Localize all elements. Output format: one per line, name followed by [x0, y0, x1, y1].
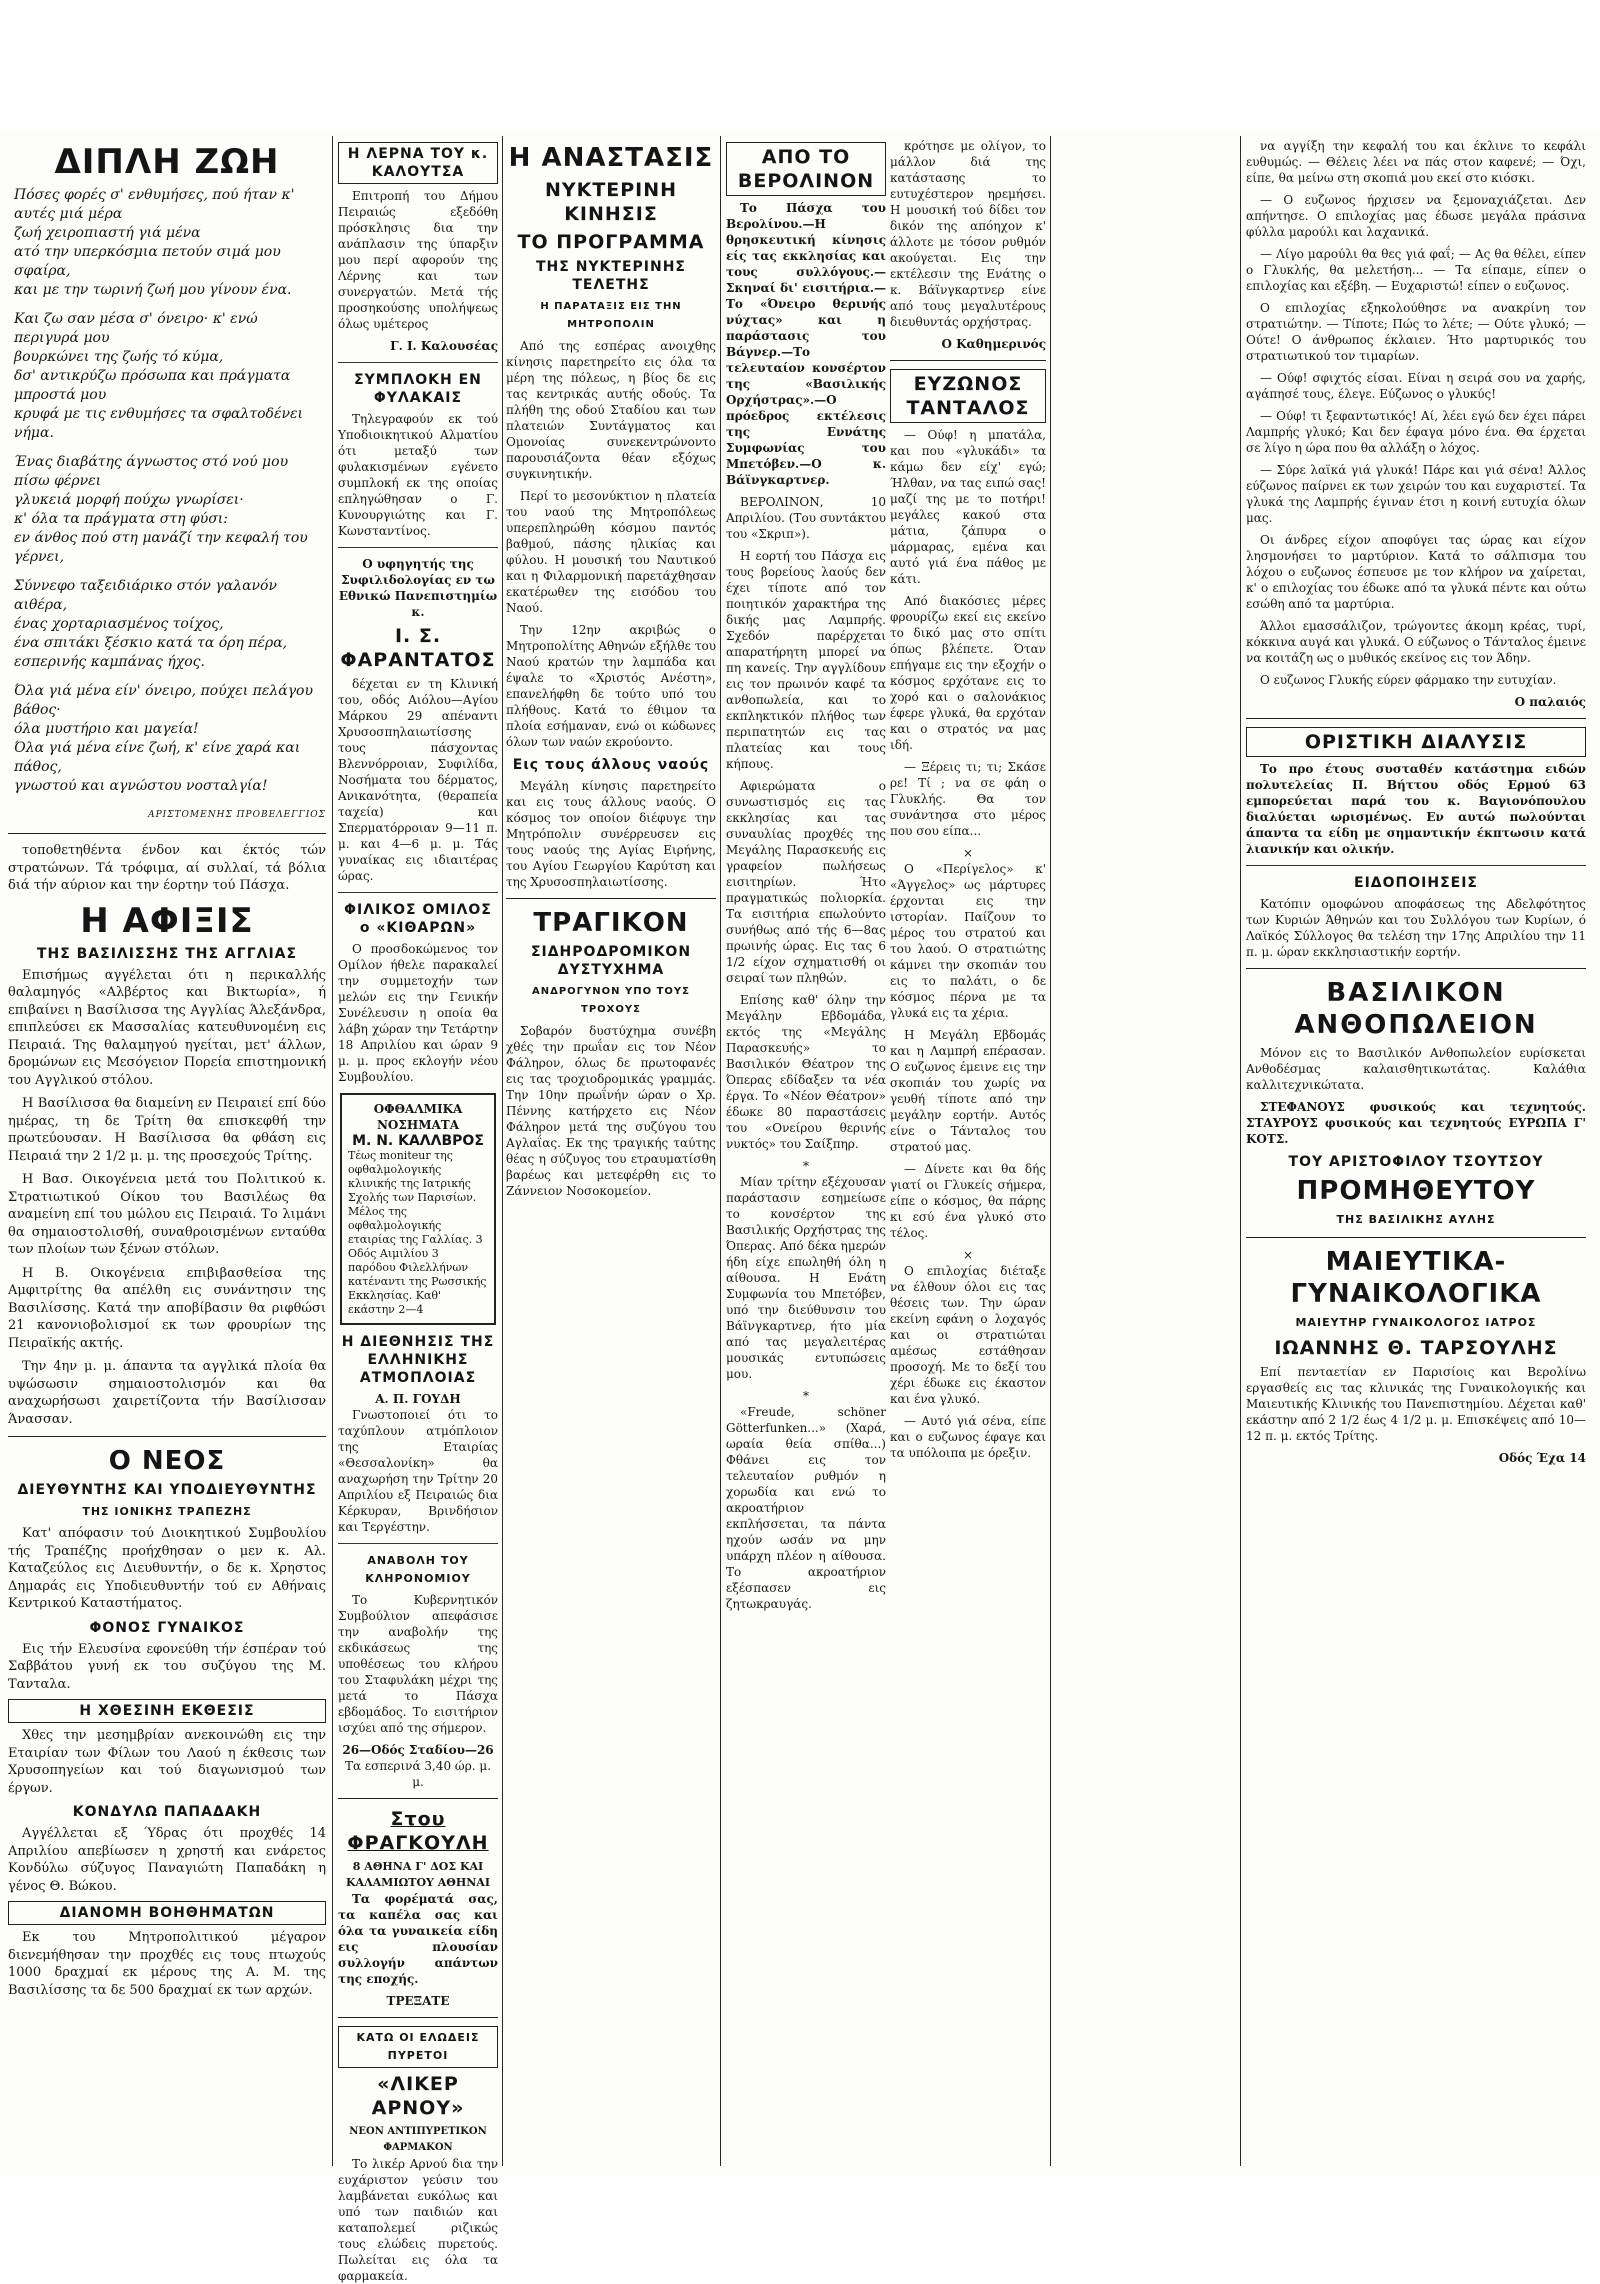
ad-name: Μ. Ν. ΚΑΛΛΒΡΟΣ: [352, 1133, 484, 1149]
article-text: — Ούφ! σφιχτός είσαι. Είναι η σειρά σου να χαρής, αγάπησέ τους, έλεγε. Εύζωνος ο γλυκύς!: [1246, 371, 1586, 401]
section-divider: [1246, 1237, 1586, 1238]
section-subheadline: ΤΗΣ ΙΟΝΙΚΗΣ ΤΡΑΠΕΖΗΣ: [82, 1505, 252, 1518]
article-text: Εκ του Μητροπολιτικού μέγαρον διενεμήθησαν την προχθές εις τους πτωχούς 1000 δραχμαί εκ μέρους της Α. Μ. της Βασιλίσσης τα δε 500 δραχμαί εκ των αρχών.: [8, 1930, 326, 1998]
article-text: Η Βασίλισσα θα διαμείνη εν Πειραιεί επί δύο ημέρας, τη δε Τρίτη θα επισκεφθή την πρωτεύουσαν. Η Βασίλισσα θα φθάση εις Πειραιά την 2 1/2 μ. μ. της προσεχούς Τρίτης.: [8, 1096, 326, 1164]
section-headline: ΔΙΑΝΟΜΗ ΒΟΗΘΗΜΑΤΩΝ: [8, 1901, 326, 1925]
article-text: Από διακόσιες μέρες φρουρίζω εκεί εις εκείνο το δικό μας στο σπίτι όπως βλέπετε. Όταν επήγαμε εις την εξοχήν ο κόσμος ερχότανε εις το χορό και ο σαλονάκιος έφερε γλυκά, θα ερχόταν και ο στρατός να μας ιδή.: [890, 594, 1046, 752]
section-headline: Η ΛΕΡΝΑ ΤΟΥ κ. ΚΑΛΟΥΤΣΑ: [338, 142, 498, 184]
article-text: Εις τήν Ελευσίνα εφονεύθη τήν έσπέραν τού Σαββάτου γυνή εκ του συζύγου της Μ. Τανταλα.: [8, 1641, 326, 1692]
section-headline: ΦΙΛΙΚΟΣ ΟΜΙΛΟΣ ο «ΚΙΘΑΡΩΝ»: [344, 902, 492, 936]
section-divider: [1246, 865, 1586, 866]
ad-title: ΟΦΘΑΛΜΙΚΑ ΝΟΣΗΜΑΤΑ: [373, 1102, 463, 1132]
article-text: Επίσης καθ' όλην την Μεγάλην Εβδομάδα, εκτός της «Μεγάλης Παρασκευής» το Βασιλικόν Θέατρον της Όπερας εδίδαξεν τα νέα έργα. Το «Νέον Θέατρον» έδωκε 80 παραστάσεις του «Ονείρου θερινής νυκτός» του Σαίξπηρ.: [726, 993, 886, 1151]
poem-line: όλα μυστήριο και μαγεία!: [14, 721, 199, 737]
poem-line: κρυφά με τις ενθυμήσες τα σφαλτοδένει νήμα.: [14, 406, 303, 441]
poem-stanza: [14, 577, 326, 672]
article-text: Ο προσδοκώμενος τον Ομίλον ήθελε παρακαλεί την συμμετοχήν των μελών εις την Γενικήν Συνέλευσιν η οποία θα λάβη χώραν την Τετάρτην 18 Απριλίου και ώραν 9 μ. μ. προς εκλογήν νέου Συμβουλίου.: [338, 942, 498, 1084]
section-subheadline: ΤΗΣ ΒΑΣΙΛΙΣΣΗΣ ΤΗΣ ΑΓΓΛΙΑΣ: [36, 945, 298, 962]
poem-line: Σύννεφο ταξειδιάρικο στόν γαλανόν αιθέρα,: [14, 578, 277, 613]
section-headline: Εις τους άλλους ναούς: [512, 757, 710, 773]
article-text: Ο «Περίγελος» κ' «Άγγελος» ως μάρτυρες έρχονται εις την ιστορίαν. Παίζουν το μέρος του στρατού και του λαού. Ο στρατιώτης κάμνει την σκοπιάν του εις το παλάτι, ο δε κόσμος πέρνα με τα γλυκά εις τα χέρια.: [890, 862, 1046, 1020]
shop-ad-address: 8 ΑΘΗΝΑ Γ' ΔΟΣ ΚΑΙ ΚΑΛΑΜΙΩΤΟΥ ΑΘΗΝΑΙ: [346, 1860, 490, 1889]
article-text: τοποθετηθέντα ένδον και έκτός τών στρατώνων. Τά τρόφιμα, αί συλλαί, τά βόλια διά τήν αύριον και την έορτην τού Πάσχα.: [8, 843, 326, 893]
poem-line: ένα σπιτάκι ξέσκιο κατά τα όρη πέρα,: [14, 635, 288, 651]
section-headline: ΑΝΑΒΟΛΗ ΤΟΥ ΚΛΗΡΟΝΟΜΙΟΥ: [365, 1554, 471, 1585]
poem-author: ΑΡΙΣΤΟΜΕΝΗΣ ΠΡΟΒΕΛΕΓΓΙΟΣ: [148, 810, 326, 820]
section-headline: Η ΔΙΕΘΝΗΣΙΣ ΤΗΣ ΕΛΛΗΝΙΚΗΣ ΑΤΜΟΠΛΟΙΑΣ: [341, 1334, 495, 1386]
section-subheadline: ΤΗΣ ΝΥΚΤΕΡΙΝΗΣ ΤΕΛΕΤΗΣ: [536, 259, 686, 293]
article-text: — Δίνετε και θα δής γιατί οι Γλυκείς σήμερα, είπε ο κόσμος, θα πάρης κι εσύ ένα γλυκό στο τέλος.: [890, 1162, 1046, 1240]
article-text: — Ο ευζωνος ήρχισεν να ξεμοναχιάζεται. Δεν απήντησε. Ο επιλοχίας μας έδωσε μεγάλα πράσινα φύλλα μαρούλι και λαχανικά.: [1246, 193, 1586, 239]
doctor-ad-subtitle: ΜΑΙΕΥΤΗΡ ΓΥΝΑΙΚΟΛΟΓΟΣ ΙΑΤΡΟΣ: [1295, 1316, 1537, 1329]
section-divider-star: *: [803, 1159, 809, 1173]
section-divider: [890, 360, 1046, 361]
ad-text: Το λικέρ Αρνού δια την ευχάριστον γεύσιν του λαμβάνεται ευκόλως και υπό των παιδιών και καταπολεμεί ριζικώς τους ελώδεις πυρετούς. Πωλείται εις όλα τα φαρμακεία.: [338, 2157, 498, 2283]
article-text: Άλλοι εμασσάλιζον, τρώγοντες άκομη κρέας, τυρί, κόκκινα αυγά και γλυκά. Ο εύζωνος ο Τάνταλος έμεινε να κοιτάζη ως ο μυθικός εκείνος εις τον Άδην.: [1246, 619, 1586, 665]
article-text: Κατ' απόφασιν τού Διοικητικού Συμβουλίου τής Τραπέζης προήχθησαν ο μεν κ. Αλ. Καταζεύλος εις Διευθυντήν, ο δε κ. Χρηστος Δημαράς εις Υποδιευθυντήν τού εν Αθήναις Κεντρικού Καταστήματος.: [8, 1526, 326, 1611]
article-text: Από της εσπέρας ανοιχθης κίνησις παρετηρείτο εις όλα τα μέρη της πόλεως, η βίος δε εις τας κεντρικάς αυτής οδούς. Τα πλήθη της οδού Σταδίου και των πλατειών Συντάγματος και Ομονοίας συνεκεντρώνοντο παρουσιάζοντα θέαν εξόχως συγκινητικήν.: [506, 339, 716, 481]
ad-subtitle: ΤΟΥ ΑΡΙΣΤΟΦΙΛΟΥ ΤΣΟΥΤΣΟΥ: [1288, 1154, 1544, 1170]
poem-line: δσ' αντικρύζω πρόσωπα και πράγματα μπροστά μου: [14, 368, 291, 403]
eye-doctor-ad: [340, 1093, 496, 1325]
article-text: Ο επιλοχίας εξηκολούθησε να ανακρίνη τον στρατιώτην. — Τίποτε; Πώς το λέτε; — Ούτε γλυκό; — Ούτε! Ο άνθρωπος έκλαιεν. Ήτο μαρτυρικός του στρατιωτικού τον τιμαρίων.: [1246, 301, 1586, 363]
section-divider: [8, 833, 326, 834]
article-text: Επισήμως αγγέλεται ότι η περικαλλής θαλαμηγός «Αλβέρτος και Βικτωρία», ή επιβαίνει η Βασίλισσα της Αγγλίας Άλεξάνδρα, επιπλεύσει εκ Μασσαλίας κατευθυνομένη εις Πειραιά. Της θαλαμηγού ηγείται, μετ' άλλων, δρομώνων εις Μεσόγειον Πορεία επιστημονική του Αγγλικού στόλου.: [8, 967, 326, 1088]
article-lead: Το Πάσχα του Βερολίνου.—Η θρησκευτική κίνησις είς τας εκκλησίας και τους συλλόγους.—Σκηναί δι' εισιτήρια.—Το «Όνειρο θερινής νύχτας» και η παράστασις του Βάγνερ.—Το τελευταίον κονσέρτον της «Βασιλικής Ορχήστρας».—Ο πρόεδρος εκτέλεσις της Εννάτης Συμφωνίας του Μπετόβεν.—Ο κ. Βάϊνγκαρτνερ.: [726, 201, 886, 487]
poem-line: γνωστού και αγνώστου νοσταλγία!: [14, 778, 268, 794]
ad-title: ΠΡΟΜΗΘΕΥΤΟΥ: [1296, 1176, 1536, 1206]
poem-stanza: [14, 453, 326, 567]
article-text: — Σύρε λαϊκά γιά γλυκά! Πάρε και γιά σένα! Άλλος εύζωνος παίρνει εκ των χειρών του και ευχαριστεί. Τα γλυκά της Λαμπρής έγιναν έτσι η κοινή ευτυχία όλων μας.: [1246, 463, 1586, 525]
section-headline: Η ΑΦΙΞΙΣ: [80, 900, 254, 941]
signature: Ο Καθημερινός: [941, 337, 1046, 351]
article-text: κρότησε με ολίγον, το μάλλον διά της κατάστασης το ευτυχέστερον ηρεμήσει. Η μουσική τού δίδει τον δικόν της απόηχον κ' άλλοτε με τόσον ρυθμόν ακούγεται. Εις την εκτέλεσιν της Ενάτης ο κ. Βάϊνγκαρτνερ είνε από τους μεγαλυτέρους διευθυντάς ορχήστρας.: [890, 139, 1046, 329]
poem-stanza: [14, 310, 326, 443]
section-headline: Η ΧΘΕΣΙΝΗ ΕΚΘΕΣΙΣ: [8, 1699, 326, 1723]
section-divider-star: *: [803, 1389, 809, 1403]
section-headline: ΤΡΑΓΙΚΟΝ: [533, 908, 689, 938]
article-text: — Ούφ! η μπατάλα, και που «γλυκάδι» τα κάμω δεν είχ' εγώ; Ήλθαν, να τας ειπώ σας! μαζί της με το ποτήρι! μεγάλες κακού στα μάτια, ζάπυρα ο μάρμαρας, εμένα και αυτό γιά ένα πάθος με κάτι.: [890, 428, 1046, 586]
poem-line: βουρκώνει της ζωής τό κύμα,: [14, 349, 224, 365]
poem-line: Όλα γιά μένα είνε ζωή, κ' είνε χαρά και πάθος,: [14, 740, 301, 775]
poem-stanza: [14, 186, 326, 300]
article-text: Γνωστοποιεί ότι το ταχύπλουν ατμόπλοιον της Εταιρίας «Θεσσαλονίκη» θα αναχωρήση την Τρίτην 20 Απριλίου εξ Πειραιώς δια Κέρκυραν, Βρινδήσιον και Τεργέστην.: [338, 1408, 498, 1534]
section-headline: ΕΙΔΟΠΟΙΗΣΕΙΣ: [1354, 875, 1478, 891]
section-subheadline: Η ΠΑΡΑΤΑΞΙΣ ΕΙΣ ΤΗΝ ΜΗΤΡΟΠΟΛΙΝ: [540, 301, 682, 330]
page-title: ΔΙΠΛΗ ΖΩΗ: [54, 142, 280, 182]
poem-line: Και ζω σαν μέσα σ' όνειρο· κ' ενώ περιγυρά μου: [14, 311, 258, 346]
article-text: Αγγέλλεται εξ Ύδρας ότι προχθές 14 Απριλίου απεβίωσεν η χρηστή και ενάρετος Κονδύλω σύζυγος Παναγιώτη Παπαδάκη η γένος Θ. Βώκου.: [8, 1826, 326, 1894]
ad-text: Επί πενταετίαν εν Παρισίοις και Βερολίνω εργασθείς εις τας κλινικάς της Γυναικολογικής και Μαιευτικής Κλινικής του Πανεπιστημίου. Δέχεται καθ' εκάστην από 2 1/2 έως 4 1/2 μ. μ. Επισκέψεις από 10—12 π. μ. εκτός Τρίτης.: [1246, 1365, 1586, 1443]
ad-text: Μόνον εις το Βασιλικόν Ανθοπωλείον ευρίσκεται Ανθοδέσμας καλαισθητικωτάτας. Καλάθια καλλιτεχνικώτατα.: [1246, 1046, 1586, 1092]
article-text: Η Μεγάλη Εβδομάς και η Λαμπρή επέρασαν. Ο ευζωνος έμεινε εις την σκοπιάν του χωρίς να γευθή τίποτε από την μεγάλην εορτήν. Αυτός είνε ο Τάνταλος του στρατού μας.: [890, 1028, 1046, 1154]
section-divider: [506, 898, 716, 899]
column-rule: [502, 136, 503, 2166]
section-divider: [338, 362, 498, 363]
flower-shop-title: ΒΑΣΙΛΙΚΟΝ ΑΝΘΟΠΩΛΕΙΟΝ: [1294, 978, 1538, 1040]
section-subheadline: ΔΙΕΥΘΥΝΤΗΣ ΚΑΙ ΥΠΟΔΙΕΥΘΥΝΤΗΣ: [17, 1482, 317, 1498]
column-3: [506, 138, 716, 2168]
ad-text: Τέως moniteur της οφθαλμολογικής κλινικής της Ιατρικής Σχολής των Παρισίων. Μέλος της οφθαλμολογικής εταιρίας της Γαλλίας. 3 Οδός Αιμιλίου 3 παρόδου Φιλελλήνων κατέναντι της Ρωσσικής Εκκλησίας. Καθ' εκάστην 2—4: [348, 1149, 487, 1316]
poem-line: ένας χορταριασμένος τοίχος,: [14, 616, 224, 632]
poem-line: εσπερινής καμπάνας ήχος.: [14, 654, 205, 670]
poem-stanza: [14, 682, 326, 796]
shop-ad-tail: ΤΡΕΞΑΤΕ: [386, 1994, 450, 2008]
article-text: Αφιερώματα ο συνωστισμός εις τας εκκλησίας και τας συναυλίας προχθές της Μεγάλης Παρασκευής εις γραφείον πωλήσεως εισιτηρίων. Ήτο πραγματικώς πολιορκία. Τα εισιτήρια επωλούντο συνήθως από τής 6—8ας πρωινής ώρας. Εις τας 6 1/2 είχον σχηματισθή οι σειραί των πληθών.: [726, 779, 886, 985]
signature: Γ. Ι. Καλουσέας: [390, 339, 498, 353]
shop-ad-text: Τα φορέματά σας, τα καπέλα σας και όλα τα γυναικεία είδη εις πλουσίαν συλλογήν απάντων της εποχής.: [338, 1892, 498, 1986]
article-text: Οι άνδρες είχον αποφύγει τας ώρας και είχον λησμονήσει το μαρτύριον. Κατά το σάλπισμα του λόχου ο ευζωνος έσπευσε με τον κλήρον να χαίρεται, κ' ο επιλοχίας του έδωκε από τα γλυκά πέντε και ούτω εσώθη από τα μαρτύρια.: [1246, 533, 1586, 611]
article-text: να αγγίξη την κεφαλή του και έκλινε το κεφάλι ευθυμώς. — Θέλεις λέει να πάς στον καφενέ; — Όχι, είπε, θα μείνω στη σκοπιά μου εκεί στο κιόσκι.: [1246, 139, 1586, 185]
article-text: — Αυτό γιά σένα, είπε και ο ευζωνος έφαγε και τα υπόλοιπα με όρεξιν.: [890, 1414, 1046, 1460]
ad-brand: «ΛΙΚΕΡ ΑΡΝΟΥ»: [371, 2073, 465, 2119]
article-text: Την 12ην ακριβώς ο Μητροπολίτης Αθηνών εξήλθε του Ναού κρατών την λαμπάδα και έψαλε το «Χριστός Ανέστη», επανελήφθη δε τούτο υπό του πλήθους. Κατά το έθιμον τα πλοία εσήμαναν, ενώ οι κώδωνες όλων των ναών εκρούοντο.: [506, 623, 716, 749]
section-divider: [338, 1543, 498, 1544]
shop-ad-title: Στου ΦΡΑΓΚΟΥΛΗ: [347, 1808, 489, 1854]
doctor-ad-name: ΙΩΑΝΝΗΣ Θ. ΤΑΡΣΟΥΛΗΣ: [1274, 1337, 1558, 1359]
article-text: Επιτροπή του Δήμου Πειραιώς εξεδόθη πρόσκλησις δια την ανάπλασιν της ύπαρξιν μου περί αφορούν της Λέρνης και των συνεργατών. Μετά τής προσηκούσης υπολήψεως όλως υμέτερος: [338, 189, 498, 331]
article-text: Ο επιλοχίας διέταξε να έλθουν όλοι εις τας θέσεις των. Την ώραν εκείνη εφάνη ο λοχαγός και οι στρατιώται αμέσως εστάθησαν προσοχή. Με το δεξί του χέρι έδωκε εις έκαστον και ένα γλυκό.: [890, 1264, 1046, 1406]
section-headline: Ο ΝΕΟΣ: [108, 1446, 226, 1476]
article-text: — Λίγο μαρούλι θα θες γιά φαΐ; — Ας θα θέλει, είπεν ο Γλυκλής, θα μελετήση... — Τα είπαμε, είπεν ο επιλοχίας και εξέβη. — Ευχαριστώ! είπεν ο ευζωνος.: [1246, 247, 1586, 293]
article-text: Η Β. Οικογένεια επιβιβασθείσα της Αμφιτρίτης θα απέλθη εις συνάντησιν της Βασιλίσσης. Κατά την αποβίβασιν θα ριφθώσι 21 κανονιοβολισμοί εκ των φρουρίων της Πειραϊκής ακτής.: [8, 1265, 326, 1351]
poem-line: ζωή χειροπιαστή γιά μένα: [14, 225, 201, 241]
ad-subtitle: ΝΕΟΝ ΑΝΤΙΠΥΡΕΤΙΚΟΝ ΦΑΡΜΑΚΟΝ: [349, 2126, 487, 2153]
section-headline: ΚΑΤΩ ΟΙ ΕΛΩΔΕΙΣ ΠΥΡΕΤΟΙ: [338, 2026, 498, 2068]
section-divider-star: ×: [962, 1248, 974, 1262]
article-text: Σοβαρόν δυστύχημα συνέβη χθές την πρωΐαν εις τον Νέον Φάληρον, όλως δε πρωτοφανές εις τας τροχιοδρομικάς γραμμάς. Την 10ην πρωΐνήν ώραν ο Χρ. Πέννης κατήρχετο εις Νέον Φάληρον μετά της συζύγου του Αγλαΐας. Εκ της τραγικής ταύτης θέας η σύζυγος του ετραυματίσθη βαρέως και μετεφέρθη εις το Ζάννειον Νοσοκομείον.: [506, 1024, 716, 1198]
column-rule: [1050, 136, 1051, 2166]
section-headline: Η ΑΝΑΣΤΑΣΙΣ: [508, 143, 714, 173]
section-subheadline: ΤΟ ΠΡΟΓΡΑΜΜΑ: [517, 231, 705, 253]
article-text: Μίαν τρίτην εξέχουσαν παράστασιν εσημείωσε το κονσέρτον της Βασιλικής Ορχήστρας της Όπερας. Από δέκα ημερών ήδη είχε επωληθή όλη η αίθουσα. Η Ενάτη Συμφωνία του Μπετόβεν, υπό την διεύθυνσιν του Βάϊνγκαρτνερ, ήτο μία από τας μεγαλειτέρας μουσικάς εντυπώσεις μου.: [726, 1175, 886, 1381]
section-divider: [338, 547, 498, 548]
column-2: [338, 138, 498, 2283]
address: 26—Οδός Σταδίου—26: [342, 1743, 494, 1757]
ad-name: Ι. Σ. ΦΑΡΑΝΤΑΤΟΣ: [340, 625, 496, 671]
article-dateline: ΒΕΡΟΛΙΝΟΝ, 10 Απριλίου. (Του συντάκτου του «Σκριπ»).: [726, 495, 886, 541]
notice-text: Το προ έτους συσταθέν κατάστημα ειδών πολυτελείας Π. Βήττου οδός Ερμού 63 εμπορεύεται παρά του κ. Βαγιονόπουλου διαλύεται ωρισμένως. Εν αυτώ πωλούνται άπαντα τα είδη με σημαντικήν έκπτωσιν κατά λιανικήν και ολικήν.: [1246, 762, 1586, 856]
top-margin: [0, 0, 1600, 130]
ad-text: δέχεται εν τη Κλινική του, οδός Αιόλου—Αγίου Μάρκου 29 απέναντι Χρυσοσπηλαιωτίσσης τους πάσχοντας Βλεννόρροιαν, Συφιλίδα, Νοσήματα του δέρματος, Ανικανότητα, (θεραπεία ταχεία) και Σπερματόρροιαν 9—11 π. μ. και 4—6 μ. μ. Τάς γυναίκας εις ιδιαιτέρας ώρας.: [338, 677, 498, 883]
poem-line: Όλα γιά μένα είν' όνειρο, πούχει πελάγου βάθος·: [14, 683, 313, 718]
poem-line: κ' όλα τα πράγματα στη φύσι:: [14, 511, 229, 527]
column-1: [8, 138, 326, 2168]
section-divider: [1246, 968, 1586, 969]
article-text: — Ξέρεις τι; τι; Σκάσε ρε! Τί ; να σε φάη ο Γλυκλής. Θα τον συνάντησα στο μέρος που σου είπα...: [890, 760, 1046, 838]
section-divider-star: ×: [962, 846, 974, 860]
section-subheadline: ΣΙΔΗΡΟΔΡΟΜΙΚΟΝ ΔΥΣΤΥΧΗΜΑ: [530, 944, 692, 978]
address: Οδός Έχα 14: [1498, 1451, 1586, 1465]
column-rule: [332, 136, 333, 2166]
article-text: Την 4ην μ. μ. άπαντα τα αγγλικά πλοία θα υψώσωσιν σημαιοστολισμόν και θα αναχωρήσωσι χαιρετίζοντα τήν Βασίλισσαν Άνασσαν.: [8, 1359, 326, 1427]
article-text: Η Βασ. Οικογένεια μετά του Πολιτικού κ. Στρατιωτικού Οίκου του Βασιλέως θα αναμείνη επί του μώλου εις Πειραιά. Το λιμάνι θα σημαιοστολισθή, συναθροισμένων ενταύθα των πλοίων των ξένων στόλων.: [8, 1172, 326, 1257]
poem-line: γλυκειά μορφή πούχω γνωρίσει·: [14, 492, 244, 508]
signature: Ο παλαιός: [1514, 695, 1586, 709]
section-divider: [1246, 718, 1586, 719]
column-5: [890, 138, 1046, 2168]
article-text: Το Κυβερνητικόν Συμβούλιον απεφάσισε την αναβολήν της εκδικάσεως της υποθέσεως του κλήρου του Σταφυλάκη μέχρι της μετά το Πάσχα εβδομάδος. Το εισιτήριον ισχύει από της σήμερον.: [338, 1593, 498, 1735]
poem-line: Ένας διαβάτης άγνωστος στό νού μου πίσω φέρνει: [14, 454, 289, 489]
column-rule: [1240, 136, 1241, 2166]
poem: [14, 186, 326, 825]
ad-text: ΣΤΕΦΑΝΟΥΣ φυσικούς και τεχνητούς. ΣΤΑΥΡΟΥΣ φυσικούς και τεχνητούς ΕΥΡΩΠΑ Γ' ΚΟΤΣ.: [1246, 1100, 1586, 1146]
article-text: Η εορτή του Πάσχα εις τους βορείους λαούς δεν έχει τίποτε από τον ποιητικόν χαρακτήρα της δικής μας Λαμπρής. Σχεδόν παρέρχεται απαρατήρητη μπορεί να πη κανείς. Την αγγλίδουν εις τον πρωινόν καφέ τα ανθοπωλεία, και το εκπληκτικόν πλήθος των περιπατητών εις τας πλατείας και τους κήπους.: [726, 549, 886, 771]
article-text: «Freude, schöner Götterfunken...» (Χαρά, ωραία θεία σπίθα...) Φθάνει εις τον τελευταίον ρυθμόν η χορωδία και ενώ το ακροατήριον εκπλήσσεται, τα πάντα ηχούν ωσάν να μην υπάρχη πλέον η αίθουσα. Το ακροατήριον εξέσπασεν εις ζητωκραυγάς.: [726, 1405, 886, 1611]
notice-text: Κατόπιν ομοφώνου αποφάσεως της Αδελφότητος των Κυριών Άθηνών και του Συλλόγου των Κυρίων, ό Λαϊκός Σύλλογος θα τελέση την 17ης Απριλίου την 11 π. μ. ώραν εκκλησιαστικήν εορτήν.: [1246, 897, 1586, 959]
ad-lead: Ο υφηγητής της Συφιλιδολογίας εν τω Εθνικώ Πανεπιστημίω κ.: [338, 557, 498, 619]
section-divider: [8, 1436, 326, 1437]
doctor-ad-title: ΜΑΙΕΥΤΙΚΑ-ΓΥΝΑΙΚΟΛΟΓΙΚΑ: [1290, 1247, 1542, 1309]
section-divider: [338, 892, 498, 893]
section-headline: ΑΠΟ ΤΟ ΒΕΡΟΛΙΝΟΝ: [726, 142, 886, 196]
section-headline: ΟΡΙΣΤΙΚΗ ΔΙΑΛΥΣΙΣ: [1246, 727, 1586, 757]
section-headline: ΚΟΝΔΥΛΩ ΠΑΠΑΔΑΚΗ: [72, 1804, 262, 1820]
section-headline: ΦΟΝΟΣ ΓΥΝΑΙΚΟΣ: [89, 1619, 245, 1636]
article-text: Τηλεγραφούν εκ τού Υποδιοικητικού Αλματίου ότι μεταξύ των φυλακισμένων εγένετο συμπλοκή εκ της οποίας επληγώθησαν ο Γ. Κυνουργιώτης και Γ. Κωνσταντίνος.: [338, 412, 498, 538]
article-text: Ο ευζωνος Γλυκής εύρεν φάρμακο την ευτυχίαν.: [1260, 673, 1557, 687]
column-6: [1246, 138, 1586, 2168]
section-divider: [338, 2017, 498, 2018]
section-subheadline: ΑΝΔΡΟΓΥΝΟΝ ΥΠΟ ΤΟΥΣ ΤΡΟΧΟΥΣ: [532, 986, 690, 1015]
article-text: Τα εσπερινά 3,40 ώρ. μ. μ.: [344, 1759, 492, 1789]
ad-subtitle: ΤΗΣ ΒΑΣΙΛΙΚΗΣ ΑΥΛΗΣ: [1336, 1213, 1496, 1226]
article-text: Περί το μεσονύκτιον η πλατεία του ναού της Μητροπόλεως υπερεπληρώθη κόσμου παντός βαθμού, πάσης ηλικίας και φύλου. Η μουσική του Ναυτικού και η Φιλαρμονική παρετάχθησαν εκατέρωθεν της εισόδου του Ναού.: [506, 489, 716, 615]
article-text: — Ούφ! τι ξεφαντωτικός! Αί, λέει εγώ δεν έχει πάρει Λαμπρής γλυκό; Και δεν έφαγα μόνο ένα. Θα έρχεται σε λίγο η ώρα που θα αλλάξη ο λόχος.: [1246, 409, 1586, 455]
poem-line: και με την τωρινή ζωή μου γίνουν ένα.: [14, 282, 292, 298]
poem-line: Πόσες φορές σ' ενθυμήσες, πού ήταν κ' αυτές μιά μέρα: [14, 187, 295, 222]
poem-line: ατό την υπερκόσμια πετούν σιμά μου σφαίρα,: [14, 244, 281, 279]
section-headline: ΕΥΖΩΝΟΣ ΤΑΝΤΑΛΟΣ: [890, 369, 1046, 423]
column-4: [726, 138, 886, 2168]
section-divider: [338, 1798, 498, 1799]
article-text: Μεγάλη κίνησις παρετηρείτο και εις τους άλλους ναούς. Ο κόσμος τον οποίον διέφυγε την Μητρόπολιν συνέρρευσεν εις τους ναούς της Αγίας Ειρήνης, του Αγίου Γεωργίου Καρύτση και της Χρυσοσπηλαιωτίσσης.: [506, 779, 716, 889]
article-text: Χθες την μεσημβρίαν ανεκοινώθη εις την Εταιρίαν των Φίλων του Λαού η έκθεσις των Χρυσοπηγείων και τού διαγωνισμού των έργων.: [8, 1728, 326, 1796]
poem-line: εν άνθος πού στη μανάζί την κεφαλή του γέρνει,: [14, 530, 308, 565]
section-headline: ΣΥΜΠΛΟΚΗ ΕΝ ΦΥΛΑΚΑΙΣ: [354, 372, 482, 406]
section-subheadline: ΝΥΚΤΕΡΙΝΗ ΚΙΝΗΣΙΣ: [544, 179, 678, 225]
section-subheadline: Α. Π. ΓΟΥΔΗ: [375, 1392, 461, 1406]
column-rule: [720, 136, 721, 2166]
